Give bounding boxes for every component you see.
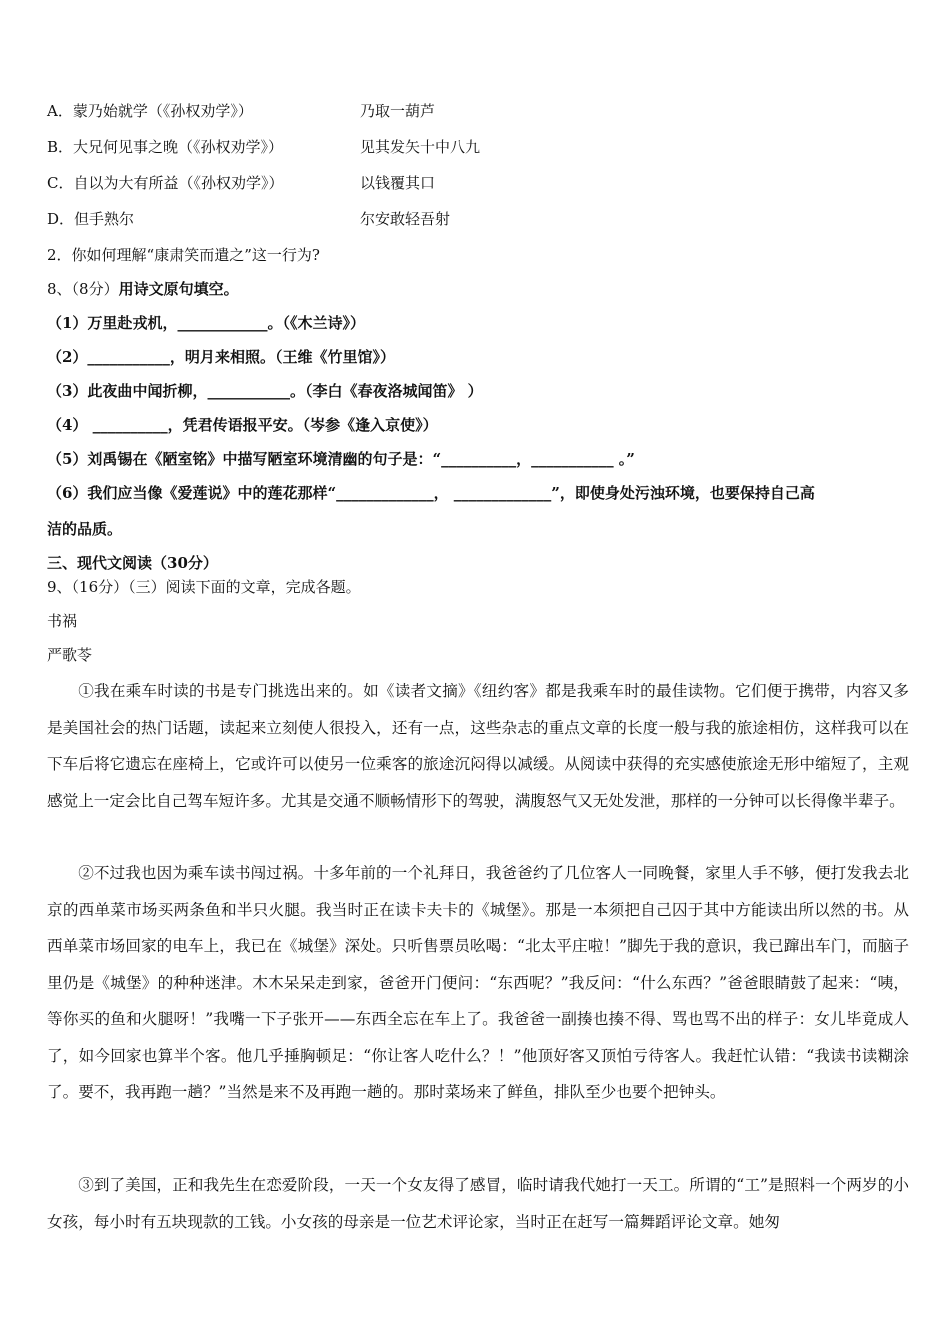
article-author: 严歌苓 <box>47 646 93 664</box>
q8-item-6: （6）我们应当像《爱莲说》中的莲花那样“_____________， _____________”，即使身处污浊环境，也要保持自己高 <box>47 484 815 502</box>
option-a-right: 乃取一葫芦 <box>360 102 436 120</box>
article-paragraph-2: ②不过我也因为乘车读书闯过祸。十多年前的一个礼拜日，我爸爸约了几位客人一同晚餐，家里人手不够，便打发我去北京的西单菜市场买两条鱼和半只火腿。我当时正在读卡夫卡的《城堡》。那是一本须把自己囚于其中方能读出所以然的书。从西单菜市场回家的电车上，我已在《城堡》深处。只听售票员吆喝：“北太平庄啦！”脚先于我的意识，我已蹿出车门，而脑子里仍是《城堡》的种种迷津。木木呆呆走到家，爸爸开门便问：“东西呢？”我反问：“什么东西？”爸爸眼睛鼓了起来：“咦，等你买的鱼和火腿呀！”我嘴一下子张开——东西全忘在车上了。我爸爸一副揍也揍不得、骂也骂不出的样子：女儿毕竟成人了，如今回家也算半个客。他几乎捶胸顿足：“你让客人吃什么？！”他顶好客又顶怕亏待客人。我赶忙认错：“我读书读糊涂了。要不，我再跑一趟？”当然是来不及再跑一趟的。那时菜场来了鲜鱼，排队至少也要个把钟头。 <box>47 864 909 1101</box>
option-left-text: 大兄何见事之晚（《孙权劝学》） <box>73 138 284 156</box>
option-c-right: 以钱覆其口 <box>360 174 436 192</box>
q9-intro: 9、（16分）（三）阅读下面的文章，完成各题。 <box>47 578 361 596</box>
option-a <box>47 101 253 121</box>
q8-item-6-cont: 洁的品质。 <box>47 520 123 538</box>
option-c <box>47 173 284 193</box>
q8-header <box>47 279 239 299</box>
article-title: 书祸 <box>47 612 78 630</box>
option-left-text: 自以为大有所益（《孙权劝学》） <box>73 174 284 192</box>
q8-item-1: （1）万里赴戎机，____________。（《木兰诗》） <box>47 314 365 332</box>
q8-item-5: （5）刘禹锡在《陋室铭》中描写陋室环境清幽的句子是：“__________，___________ 。” <box>47 450 635 468</box>
q8-instruction: 用诗文原句填空。 <box>118 280 239 298</box>
option-letter: A． <box>47 102 73 120</box>
option-left-text: 蒙乃始就学（《孙权劝学》） <box>72 102 253 120</box>
option-b-right: 见其发矢十中八九 <box>360 138 481 156</box>
q8-item-4: （4） __________，凭君传语报平安。（岑参《逢入京使》） <box>47 416 438 434</box>
q8-number: 8、（8分） <box>47 280 119 298</box>
option-b <box>47 137 283 157</box>
q8-item-2: （2）___________，明月来相照。（王维《竹里馆》） <box>47 348 395 366</box>
option-letter: D． <box>47 210 75 228</box>
option-d-right: 尔安敢轻吾射 <box>360 210 451 228</box>
option-letter: C． <box>47 174 74 192</box>
q8-item-3: （3）此夜曲中闻折柳，___________。（李白《春夜洛城闻笛》 ） <box>47 382 483 400</box>
article-paragraph-1: ①我在乘车时读的书是专门挑选出来的。如《读者文摘》《纽约客》都是我乘车时的最佳读物。它们便于携带，内容又多是美国社会的热门话题，读起来立刻使人很投入，还有一点，这些杂志的重点文章的长度一般与我的旅途相仿，这样我可以在下车后将它遗忘在座椅上，它或许可以使另一位乘客的旅途沉闷得以减缓。从阅读中获得的充实感使旅途无形中缩短了，主观感觉上一定会比自己驾车短许多。尤其是交通不顺畅情形下的驾驶，满腹怒气又无处发泄，那样的一分钟可以长得像半辈子。 <box>47 682 909 810</box>
article-paragraph-3: ③到了美国，正和我先生在恋爱阶段，一天一个女友得了感冒，临时请我代她打一天工。所谓的“工”是照料一个两岁的小女孩，每小时有五块现款的工钱。小女孩的母亲是一位艺术评论家，当时正在赶写一篇舞蹈评论文章。她匆 <box>47 1176 909 1231</box>
option-d <box>47 209 134 229</box>
q7-subquestion-2: 2．你如何理解“康肃笑而遣之”这一行为? <box>47 246 320 264</box>
option-left-text: 但手熟尔 <box>74 210 135 228</box>
section-heading: 三、现代文阅读（30分） <box>47 554 218 572</box>
option-letter: B． <box>47 138 74 156</box>
